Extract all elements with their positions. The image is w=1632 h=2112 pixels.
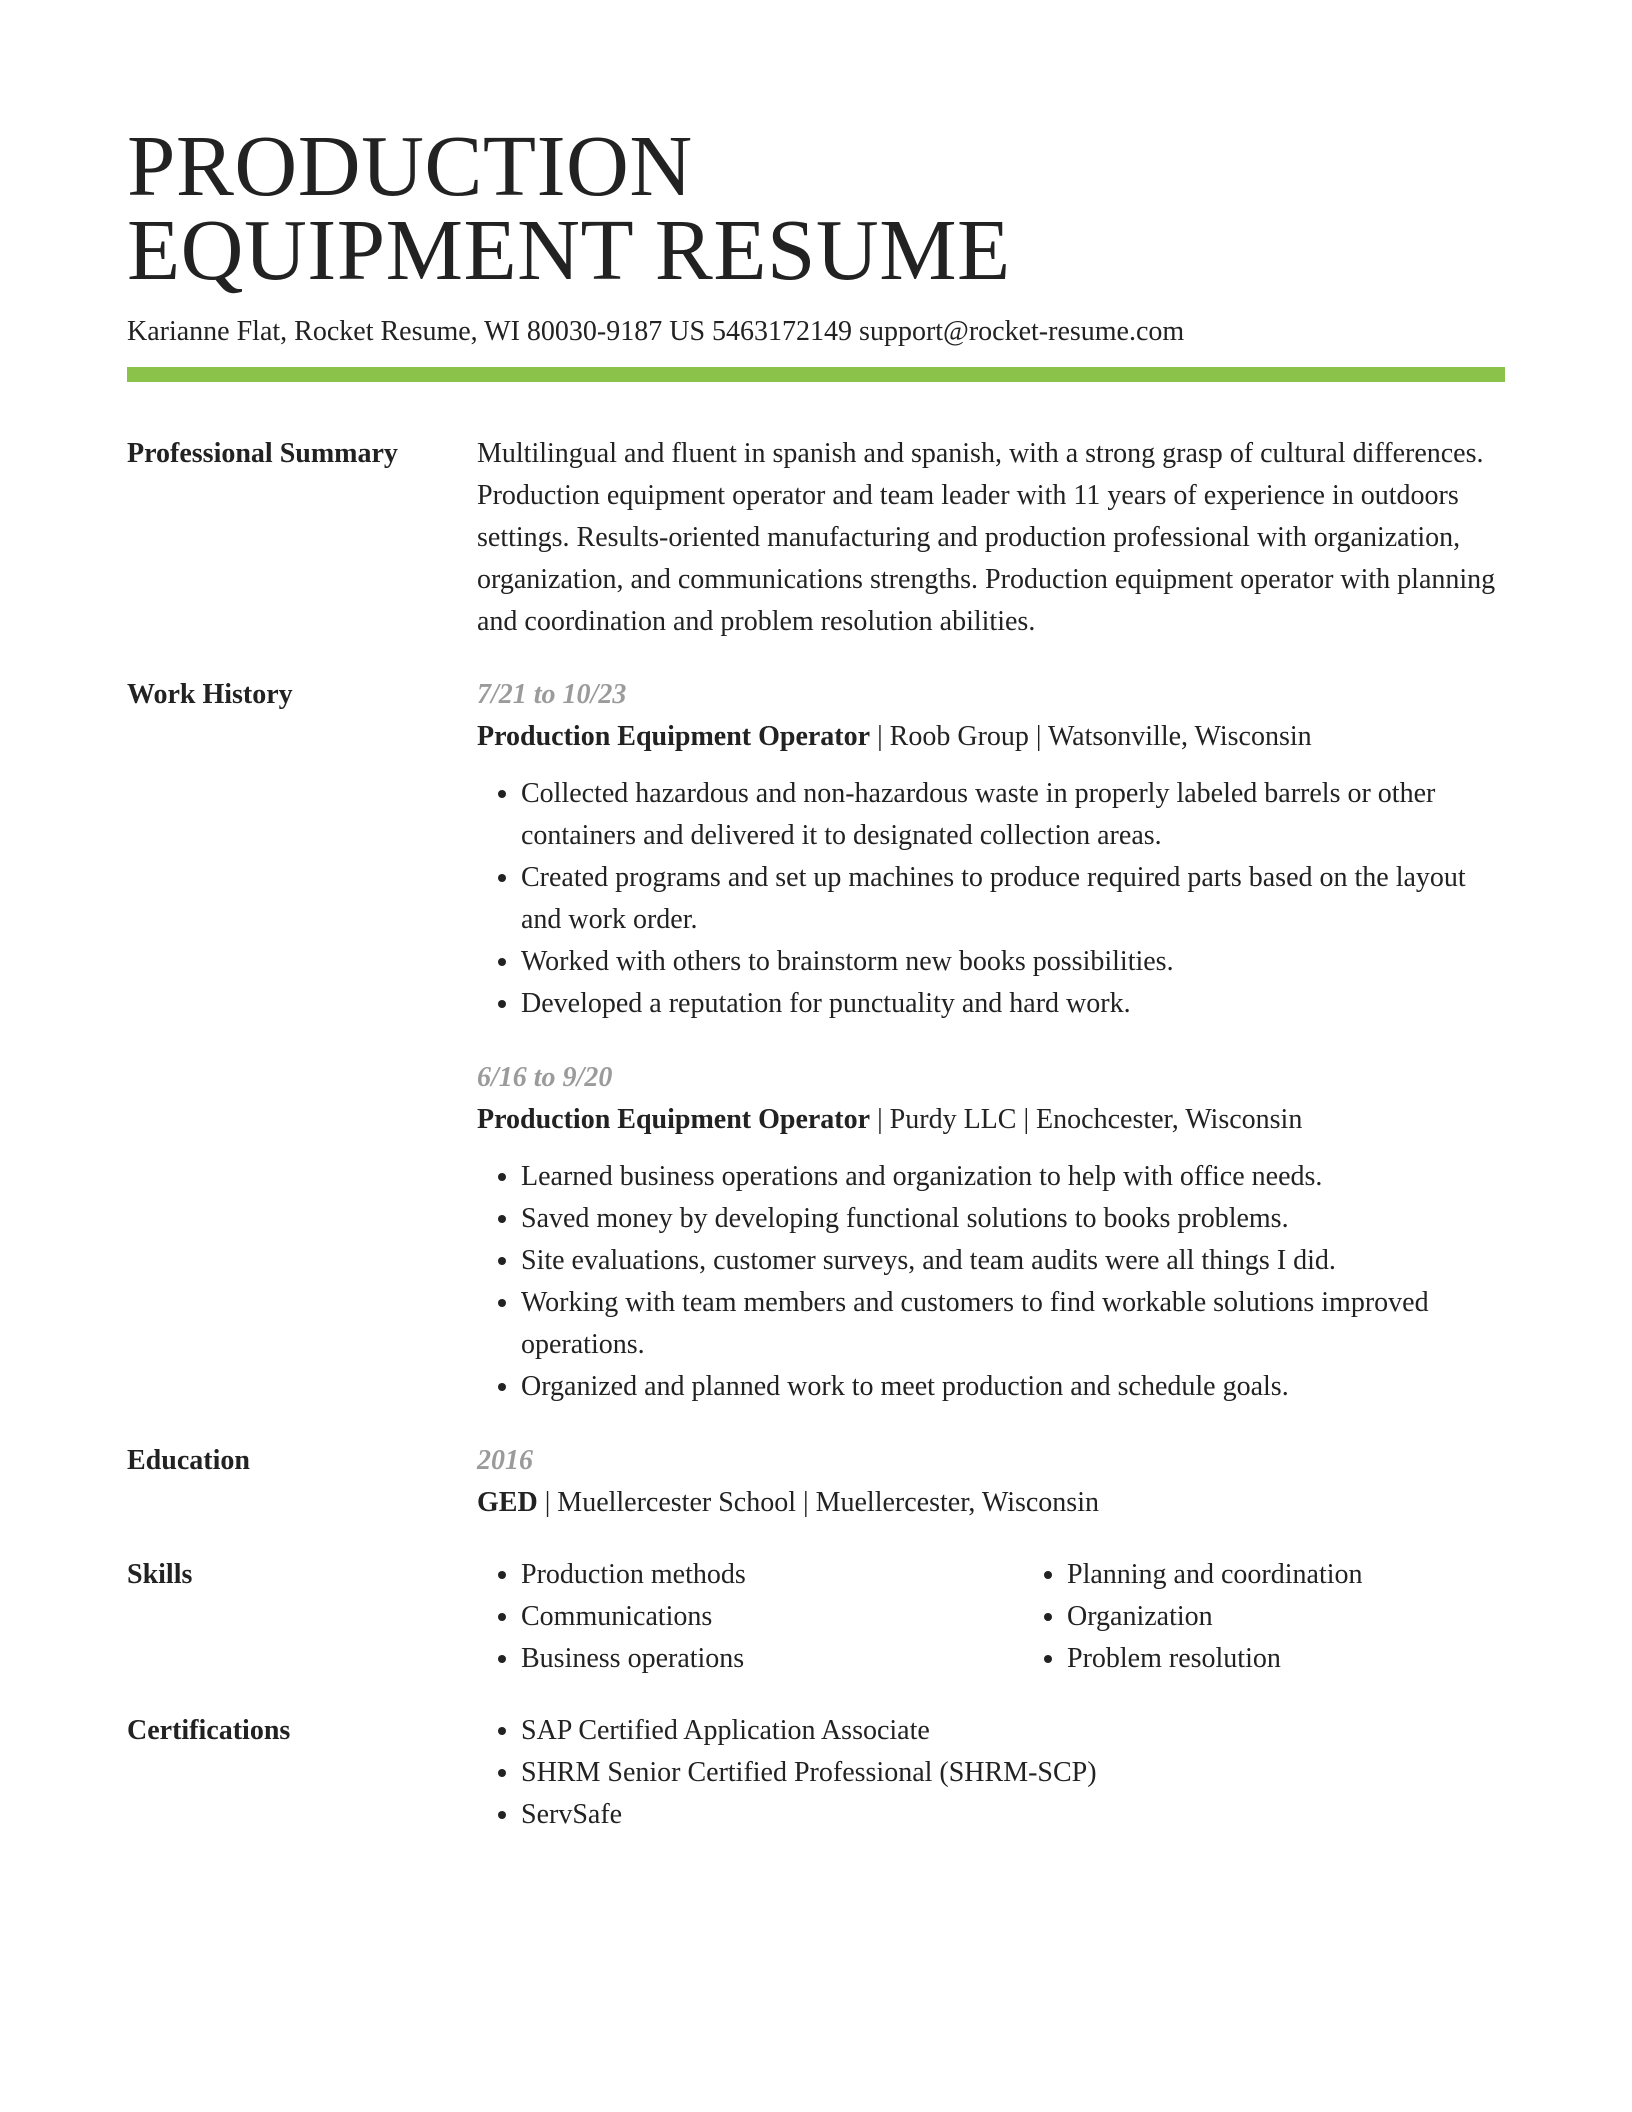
resume-title-line-1: PRODUCTION [127, 117, 693, 214]
skill-item: • Problem resolution [1067, 1638, 1505, 1680]
education-heading [477, 1482, 1505, 1524]
resume-title-line-2: EQUIPMENT RESUME [127, 201, 1011, 298]
skills-grid [477, 1554, 1505, 1680]
job-title: Production Equipment Operator [477, 1104, 871, 1135]
summary-text: Multilingual and fluent in spanish and spanish, with a strong grasp of cultural differences. Production equipment operator and team leader with 11 years of experience in outdoors settings. Results-oriented manufacturing and production professional with organization, organization, and communications strengths. Production equipment operator with planning and coordination and problem resolution abilities. [477, 438, 1496, 637]
job-entry [477, 1057, 1505, 1408]
certifications-list [477, 1710, 1505, 1836]
section-spacer [127, 1680, 1505, 1710]
job-bullet: • Worked with others to brainstorm new books possibilities. [521, 941, 1505, 983]
job-bullet: • Site evaluations, customer surveys, and team audits were all things I did. [521, 1240, 1505, 1282]
section-spacer [127, 643, 1505, 674]
certification-item: • ServSafe [521, 1794, 1505, 1836]
section-spacer [127, 1524, 1505, 1554]
resume-title [127, 117, 1505, 298]
section-label-education: Education [127, 1445, 250, 1476]
section-body-skills [477, 1554, 1505, 1680]
section-body-summary [477, 433, 1505, 643]
section-spacer [127, 1408, 1505, 1440]
section-certifications [127, 1710, 1505, 1836]
section-work-history [127, 674, 1505, 1408]
section-body-education [477, 1440, 1505, 1524]
certification-item: • SAP Certified Application Associate [521, 1710, 1505, 1752]
section-label-certifications: Certifications [127, 1715, 291, 1746]
job-heading [477, 716, 1505, 758]
accent-divider [127, 367, 1505, 382]
job-dates: 7/21 to 10/23 [477, 679, 627, 710]
job-bullet: • Developed a reputation for punctuality and hard work. [521, 983, 1505, 1025]
job-bullet: • Organized and planned work to meet production and schedule goals. [521, 1366, 1505, 1408]
section-label-skills: Skills [127, 1559, 193, 1590]
job-bullets [477, 773, 1505, 1025]
skill-item: • Communications [521, 1596, 1023, 1638]
skills-column-2 [1023, 1554, 1505, 1680]
job-details: | Roob Group | Watsonville, Wisconsin [870, 721, 1312, 752]
job-heading [477, 1099, 1505, 1141]
job-details: | Purdy LLC | Enochcester, Wisconsin [870, 1104, 1303, 1135]
section-label-work: Work History [127, 679, 293, 710]
education-year: 2016 [477, 1445, 533, 1476]
section-label-summary: Professional Summary [127, 438, 398, 469]
job-bullet: • Created programs and set up machines to produce required parts based on the layout and work order. [521, 857, 1505, 941]
job-bullet: • Collected hazardous and non-hazardous waste in properly labeled barrels or other containers and delivered it to designated collection areas. [521, 773, 1505, 857]
resume-sections [127, 433, 1505, 1836]
job-bullet: • Working with team members and customers to find workable solutions improved operations. [521, 1282, 1505, 1366]
job-bullet: • Learned business operations and organization to help with office needs. [521, 1156, 1505, 1198]
contact-line: Karianne Flat, Rocket Resume, WI 80030-9187 US 5463172149 support@rocket-resume.com [127, 316, 1185, 347]
job-bullet: • Saved money by developing functional solutions to books problems. [521, 1198, 1505, 1240]
skill-item: • Business operations [521, 1638, 1023, 1680]
job-bullets [477, 1156, 1505, 1408]
section-education [127, 1440, 1505, 1524]
skill-item: • Planning and coordination [1067, 1554, 1505, 1596]
certification-item: • SHRM Senior Certified Professional (SHRM-SCP) [521, 1752, 1505, 1794]
education-degree: GED [477, 1487, 538, 1518]
job-dates: 6/16 to 9/20 [477, 1062, 613, 1093]
skill-item: • Production methods [521, 1554, 1023, 1596]
job-entry [477, 674, 1505, 1025]
section-body-work [477, 674, 1505, 1408]
job-title: Production Equipment Operator [477, 721, 871, 752]
skill-item: • Organization [1067, 1596, 1505, 1638]
skills-column-1 [477, 1554, 1023, 1680]
section-body-certifications [477, 1710, 1505, 1836]
section-skills [127, 1554, 1505, 1680]
education-details: | Muellercester School | Muellercester, Wisconsin [537, 1487, 1099, 1518]
section-professional-summary [127, 433, 1505, 643]
